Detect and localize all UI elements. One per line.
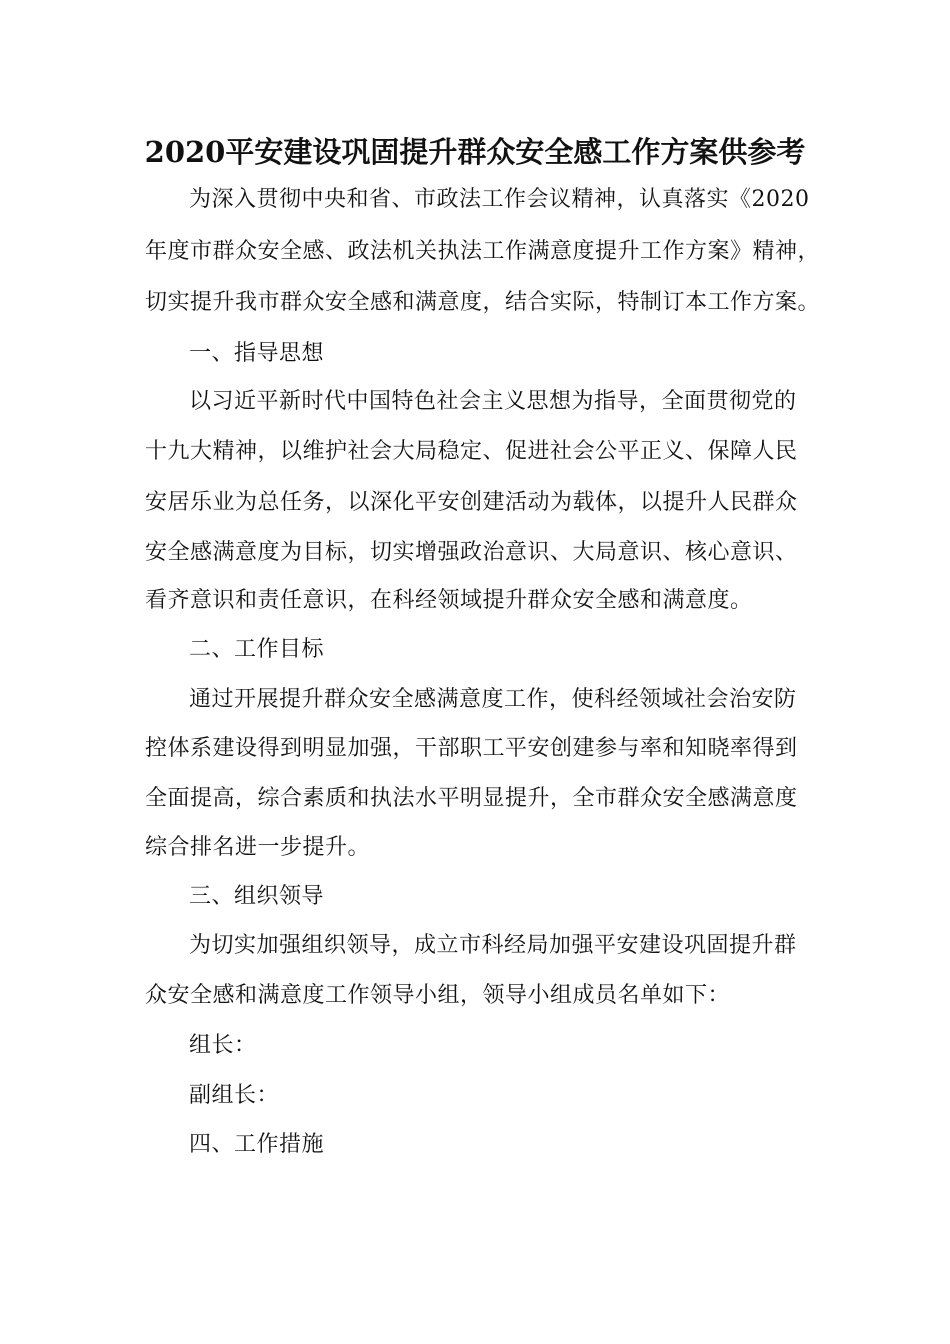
intro-line-3: 切实提升我市群众安全感和满意度，结合实际，特制订本工作方案。: [145, 290, 821, 315]
work-goals-line-4: 综合排名进一步提升。: [145, 835, 371, 860]
guiding-thought-line-5: 看齐意识和责任意识，在科经领域提升群众安全感和满意度。: [145, 588, 753, 613]
section-heading-work-measures: 四、工作措施: [189, 1132, 325, 1157]
section-heading-organization: 三、组织领导: [189, 884, 325, 909]
guiding-thought-line-2: 十九大精神，以维护社会大局稳定、促进社会公平正义、保障人民: [145, 439, 798, 464]
section-heading-guiding-thought: 一、指导思想: [189, 341, 325, 366]
work-goals-line-2: 控体系建设得到明显加强，干部职工平安创建参与率和知晓率得到: [145, 736, 798, 761]
intro-line-2: 年度市群众安全感、政法机关执法工作满意度提升工作方案》精神，: [145, 239, 821, 264]
guiding-thought-line-1: 以习近平新时代中国特色社会主义思想为指导，全面贯彻党的: [189, 389, 797, 414]
deputy-group-leader-label: 副组长：: [189, 1083, 280, 1108]
organization-line-2: 众安全感和满意度工作领导小组，领导小组成员名单如下：: [145, 983, 731, 1008]
section-heading-work-goals: 二、工作目标: [189, 637, 325, 662]
work-goals-line-3: 全面提高，综合素质和执法水平明显提升，全市群众安全感满意度: [145, 786, 798, 811]
work-goals-line-1: 通过开展提升群众安全感满意度工作，使科经领域社会治安防: [189, 687, 797, 712]
intro-line-1: 为深入贯彻中央和省、市政法工作会议精神，认真落实《2020: [189, 187, 810, 212]
group-leader-label: 组长：: [189, 1033, 257, 1058]
guiding-thought-line-4: 安全感满意度为目标，切实增强政治意识、大局意识、核心意识、: [145, 540, 798, 565]
organization-line-1: 为切实加强组织领导，成立市科经局加强平安建设巩固提升群: [189, 933, 797, 958]
document-title: 2020平安建设巩固提升群众安全感工作方案供参考: [144, 135, 806, 169]
guiding-thought-line-3: 安居乐业为总任务，以深化平安创建活动为载体，以提升人民群众: [145, 490, 798, 515]
